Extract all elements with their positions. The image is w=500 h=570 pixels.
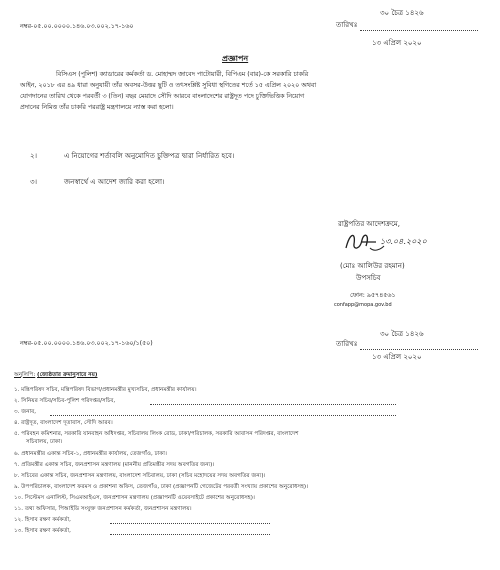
fill-in-line [50, 415, 396, 416]
copy-list-item: ৪. রাষ্ট্রদূত, বাংলাদেশ দূতাবাস, সৌদি আরব। [14, 420, 113, 426]
body-line: যোগদানের তারিখ থেকে পরবর্তী ৩ (তিন) বছর মেয়াদে সৌদি আরবে বাংলাদেশের রাষ্ট্রদূত পদে চুক্তিভিত্তিক নিয়োগ [20, 93, 305, 100]
body-line: আইন, ২০১৮ এর ৪৯ ধারা অনুযায়ী তাঁর অবসর-উত্তর ছুটি ও তৎসংশ্লিষ্ট সুবিধা স্থগিতের শর্তে ১৫ এপ্রিল ২০২০ অথবা [20, 82, 317, 89]
fill-in-line [110, 534, 270, 535]
copy-list-item: ১০. সিস্টেমস এনালিস্ট, সিএমআইএস, জনপ্রশাসন মন্ত্রণালয় (প্রজ্ঞাপনটি ওয়েবসাইটে প্রকাশের অনুরোধসহ)। [14, 495, 255, 501]
copy-list-item: ২. সিনিয়র সচিব/সচিব-পুলিশ পরিদপ্তর/সচিব, [14, 398, 116, 404]
copy-list-item: ৩. জনাব, [14, 409, 37, 415]
signatory-title: উপসচিব [356, 274, 381, 282]
body-line: বিসিএস (পুলিশ) ক্যাডারের কর্মকর্তা ড. মোহাম্মদ জাবেদ পাটোয়ারী, বিপিএম (বার)-কে সরকারি চাকরি [56, 71, 309, 78]
copy-date-divider [360, 349, 478, 350]
copy-heading-label: অনুলিপি: [14, 372, 36, 378]
date-bengali: ৩০ চৈত্র ১৪২৬ [380, 9, 424, 17]
copy-heading [14, 372, 97, 379]
copy-list-item-cont: সচিবালয়, ঢাকা। [26, 439, 63, 445]
copy-list-item: ১৩. হিসাব রক্ষণ কর্মকর্তা, [14, 528, 71, 534]
copy-list-item: ৭. প্রতিমন্ত্রীর একান্ত সচিব, জনপ্রশাসন মন্ত্রণালয় (মাননীয় প্রতিমন্ত্রীর সদয় অবগতির জন্য)। [14, 462, 215, 468]
copy-list-item: ৮. সচিবের একান্ত সচিব, জনপ্রশাসন মন্ত্রণালয়, বাংলাদেশ সচিবালয়, ঢাকা (সচিব মহোদয়ের সদয় অবগতির জন্য)। [14, 473, 266, 479]
copy-list-item: ১১. তথ্য অফিসার, পিআইডি সংযুক্ত জনপ্রশাসন কর্মকর্তা, জনপ্রশাসন মন্ত্রণালয়। [14, 506, 192, 512]
copy-list-item: ১. মন্ত্রিপরিষদ সচিব, মন্ত্রিপরিষদ বিভাগ/প্রধানমন্ত্রীর মুখ্যসচিব, প্রধানমন্ত্রীর কার্যালয়। [14, 387, 197, 393]
fill-in-line [150, 404, 396, 405]
signature-date: ১৩.০৪.২০২০ [380, 237, 427, 246]
item-number: ২। [30, 152, 38, 160]
memo-number: নম্বর-০৫.০০.০০০০.১৪৬.০৩.০০২.১৭-১৬০ [20, 23, 134, 30]
item-text: এ নিয়োগের শর্তাবলি অনুমোদিত চুক্তিপত্র দ্বারা নির্ধারিত হবে। [64, 152, 235, 160]
copy-list-item: ৯. উপপরিচালক, বাংলাদেশ ফরমস ও প্রকাশনা অফিস, তেজগাঁও, ঢাকা (প্রজ্ঞাপনটি গেজেটের পরবর্তী সংখ্যায় প্রকাশের অনুরোধসহ)। [14, 484, 309, 490]
copy-list-item: ১২. হিসাব রক্ষণ কর্মকর্তা, [14, 517, 71, 523]
signatory-name: (মোঃ আলিউর রহমান) [340, 262, 405, 270]
copy-heading-note: (জ্যেষ্ঠতার ক্রমানুসারে নয়) [37, 372, 98, 378]
date-divider [360, 30, 478, 31]
phone-number: ফোন: ৯৫৭৪৫৬১ [350, 292, 396, 299]
fill-in-line [110, 523, 270, 524]
body-line: প্রদানের নিমিত্ত তাঁর চাকরি পররাষ্ট্র মন্ত্রণালয়ে ন্যাস্ত করা হলো। [20, 104, 174, 111]
date-english: ১৩ এপ্রিল ২০২০ [372, 39, 422, 47]
copy-memo-number: নম্বর-০৫.০০.০০০০.১৪৬.০৩.০০২.১৭-১৬০/১(৫০) [20, 340, 153, 347]
copy-date-bengali: ৩০ চৈত্র ১৪২৬ [380, 330, 424, 338]
date-label: তারিখঃ [336, 21, 358, 29]
item-number: ৩। [30, 178, 38, 186]
email-address: confapp@mopa.gov.bd [334, 302, 392, 308]
copy-list-item: ৫. পরিবহন কমিশনার, সরকারি যানবাহন অধিদপ্তর, সচিবালয় লিংক রোড, ঢাকা/পরিচালক, সরকারি আবাসন পরিদপ্তর, বাংলাদেশ [14, 431, 299, 437]
page-title: প্রজ্ঞাপন [222, 54, 249, 63]
order-line: রাষ্ট্রপতির আদেশক্রমে, [338, 220, 400, 228]
copy-date-label: তারিখঃ [336, 340, 358, 348]
copy-list-item: ৬. প্রধানমন্ত্রীর একান্ত সচিব-১, প্রধানমন্ত্রীর কার্যালয়, তেজগাঁও, ঢাকা। [14, 451, 167, 457]
item-text: জনস্বার্থে এ আদেশ জারি করা হলো। [64, 178, 165, 186]
copy-date-english: ১৩ এপ্রিল ২০২০ [372, 353, 422, 361]
